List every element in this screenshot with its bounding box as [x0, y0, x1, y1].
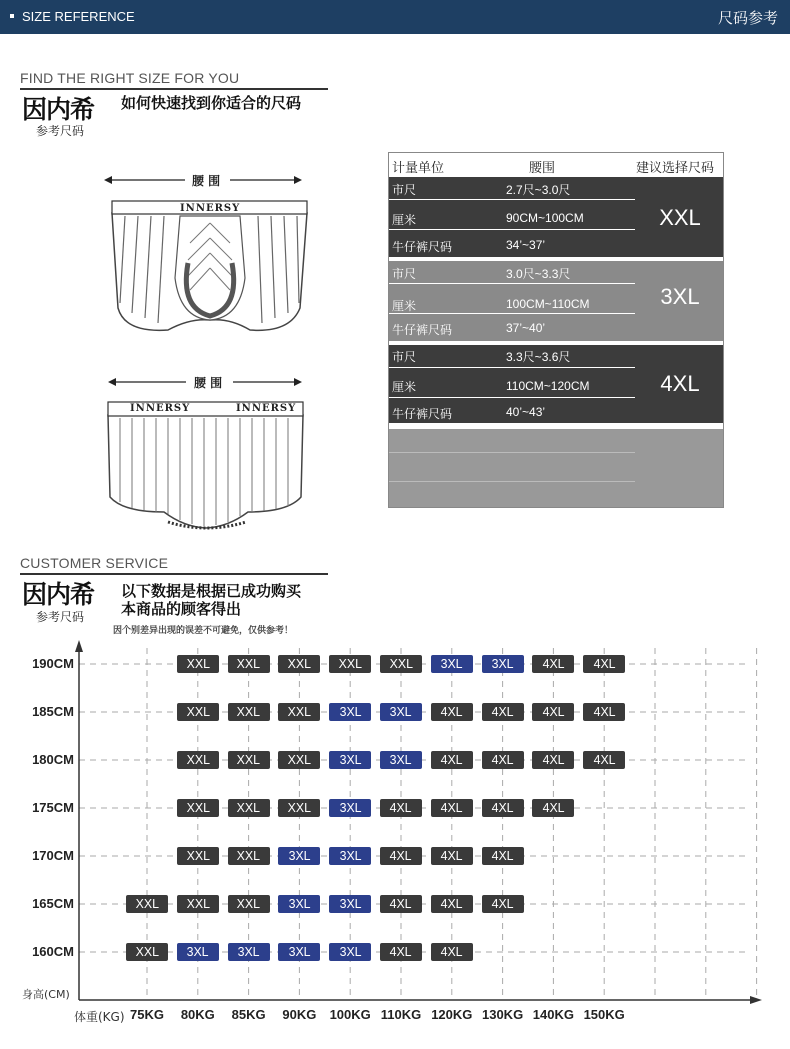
unit-cell: 牛仔裤尺码 — [392, 240, 453, 254]
size-badge-label: XXL — [389, 656, 413, 671]
value-cell: 34’~37’ — [506, 238, 546, 252]
size-badge-label: 3XL — [339, 944, 362, 959]
size-badge — [228, 895, 270, 913]
size-badge — [329, 751, 371, 769]
size-badge-label: 3XL — [339, 896, 362, 911]
size-badge-label: XXL — [135, 896, 159, 911]
section1-title: FIND THE RIGHT SIZE FOR YOU — [20, 70, 240, 86]
size-reference-cn-label: 尺码参考 — [717, 9, 778, 27]
size-badge — [532, 751, 574, 769]
y-tick-label: 165CM — [32, 896, 74, 911]
size-badge-label: 3XL — [390, 704, 412, 719]
size-badge — [482, 703, 524, 721]
size-badge — [482, 751, 524, 769]
section1-headline: 如何快速找到你适合的尺码 — [121, 94, 302, 112]
x-tick-label: 150KG — [583, 1007, 625, 1022]
size-badge — [228, 847, 270, 865]
section2-headline-1: 以下数据是根据已成功购买 — [121, 582, 302, 600]
value-cell: 2.7尺~3.0尺 — [506, 183, 571, 197]
y-tick-label: 175CM — [32, 800, 74, 815]
size-badge — [278, 703, 320, 721]
size-badge-label: 3XL — [339, 848, 362, 863]
size-badge-label: 4XL — [491, 752, 514, 767]
size-badge — [532, 655, 574, 673]
size-badge-label: 4XL — [542, 704, 565, 719]
unit-cell: 市尺 — [392, 267, 417, 281]
size-badge — [177, 799, 219, 817]
waist-label-2: 腰 围 — [188, 374, 228, 391]
unit-cell: 厘米 — [392, 213, 417, 227]
size-3xl: 3XL — [660, 284, 700, 309]
unit-cell: 市尺 — [392, 350, 417, 364]
size-badge — [482, 895, 524, 913]
size-badge — [380, 943, 422, 961]
size-badge-label: 4XL — [593, 656, 616, 671]
size-badge — [431, 799, 473, 817]
size-badge-label: 3XL — [339, 800, 362, 815]
size-badge-label: 3XL — [288, 848, 311, 863]
section2-title: CUSTOMER SERVICE — [20, 555, 169, 571]
x-tick-label: 120KG — [431, 1007, 473, 1022]
size-badge — [228, 799, 270, 817]
size-badge — [583, 751, 625, 769]
size-badge — [532, 703, 574, 721]
brand-sub: 参考尺码 — [36, 124, 85, 138]
size-badge-label: 3XL — [339, 752, 362, 767]
size-badge — [329, 895, 371, 913]
size-badge-label: 4XL — [542, 752, 565, 767]
size-badge-label: XXL — [236, 656, 261, 671]
section2-headline-2: 本商品的顾客得出 — [121, 600, 242, 618]
unit-cell: 市尺 — [392, 183, 417, 197]
size-badge — [228, 751, 270, 769]
value-cell: 90CM~100CM — [506, 211, 584, 225]
x-axis-arrow-icon — [750, 996, 762, 1004]
size-badge-label: 4XL — [440, 944, 463, 959]
size-badge-label: 3XL — [491, 656, 514, 671]
y-tick-label: 185CM — [32, 704, 74, 719]
size-badge-label: 4XL — [390, 848, 412, 863]
size-badge-label: 3XL — [186, 944, 209, 959]
size-badge-label: 4XL — [440, 848, 463, 863]
size-badge-label: 3XL — [288, 896, 311, 911]
size-badge — [177, 943, 219, 961]
size-badge — [278, 655, 320, 673]
size-badge — [380, 703, 422, 721]
size-badge — [482, 799, 524, 817]
size-badge — [431, 895, 473, 913]
size-badge-label: 4XL — [491, 896, 514, 911]
size-badge — [532, 799, 574, 817]
brand-logo-2: 因内希 — [22, 580, 95, 609]
size-badge — [278, 895, 320, 913]
garment2-logo-left: INNERSY — [130, 403, 191, 414]
size-badge — [126, 943, 168, 961]
unit-cell: 牛仔裤尺码 — [392, 407, 453, 421]
x-axis-label: 体重(KG) — [74, 1010, 125, 1024]
size-badge — [329, 847, 371, 865]
size-badge — [329, 703, 371, 721]
size-badge-label: XXL — [287, 704, 312, 719]
header-unit: 计量单位 — [392, 161, 445, 176]
header-size: 建议选择尺码 — [636, 161, 715, 176]
size-badge-label: XXL — [236, 848, 261, 863]
disclaimer-note: 因个别差异出现的误差不可避免，仅供参考！ — [113, 626, 294, 636]
size-badge-label: 3XL — [390, 752, 412, 767]
size-badge — [329, 799, 371, 817]
size-badge — [126, 895, 168, 913]
size-badge-label: 4XL — [390, 896, 412, 911]
size-badge — [329, 655, 371, 673]
size-badge-label: 4XL — [593, 752, 616, 767]
garment1-logo: INNERSY — [180, 203, 241, 214]
size-badge-label: XXL — [236, 896, 261, 911]
size-badge-label: XXL — [287, 656, 312, 671]
unit-cell: 厘米 — [392, 380, 417, 394]
size-badge-label: XXL — [186, 896, 210, 911]
size-badge-label: 3XL — [440, 656, 463, 671]
x-tick-label: 90KG — [282, 1007, 317, 1022]
value-cell: 100CM~110CM — [506, 297, 590, 311]
size-badge-label: XXL — [186, 752, 210, 767]
size-badge-label: XXL — [186, 800, 210, 815]
size-badge-label: 4XL — [440, 800, 463, 815]
x-tick-label: 75KG — [130, 1007, 164, 1022]
size-badge-label: 4XL — [491, 800, 514, 815]
size-badge-label: XXL — [236, 752, 261, 767]
value-cell: 37’~40’ — [506, 321, 546, 335]
x-tick-label: 140KG — [532, 1007, 574, 1022]
x-tick-label: 100KG — [329, 1007, 371, 1022]
size-badge-label: 3XL — [339, 704, 362, 719]
size-reference-label: SIZE REFERENCE — [22, 9, 135, 24]
value-cell: 40’~43’ — [506, 405, 546, 419]
size-badge-label: 4XL — [491, 848, 514, 863]
garment2-logo-right: INNERSY — [236, 403, 297, 414]
size-badge — [177, 703, 219, 721]
size-badge — [380, 751, 422, 769]
waist-label-1: 腰 围 — [186, 172, 226, 189]
size-badge-label: XXL — [186, 656, 210, 671]
size-badge — [278, 799, 320, 817]
brand-logo: 因内希 — [22, 95, 95, 124]
x-tick-label: 85KG — [231, 1007, 266, 1022]
size-xxl: XXL — [659, 205, 701, 230]
size-badge — [228, 655, 270, 673]
size-badge-label: 4XL — [390, 944, 412, 959]
size-badge-label: 4XL — [593, 704, 616, 719]
size-badge-label: 4XL — [440, 704, 463, 719]
size-badge-label: XXL — [236, 800, 261, 815]
y-tick-label: 190CM — [32, 656, 74, 671]
size-badge — [228, 703, 270, 721]
size-badge-label: 4XL — [491, 704, 514, 719]
size-badge — [177, 895, 219, 913]
size-badge-label: XXL — [135, 944, 159, 959]
size-badge — [278, 751, 320, 769]
size-badge-label: 3XL — [237, 944, 260, 959]
size-badge — [177, 655, 219, 673]
size-badge — [380, 799, 422, 817]
size-badge-label: 4XL — [542, 656, 565, 671]
y-axis-arrow-icon — [75, 640, 83, 652]
size-badge — [583, 703, 625, 721]
size-badge — [583, 655, 625, 673]
size-badge — [431, 847, 473, 865]
size-badge-label: 4XL — [390, 800, 412, 815]
header-waist: 腰围 — [529, 161, 556, 176]
size-badge-label: XXL — [186, 704, 210, 719]
size-badge-label: 4XL — [542, 800, 565, 815]
size-badge-label: XXL — [236, 704, 261, 719]
size-badge-label: XXL — [287, 800, 312, 815]
size-badge — [431, 703, 473, 721]
brand-sub-2: 参考尺码 — [36, 610, 85, 624]
size-badge — [431, 655, 473, 673]
x-tick-label: 110KG — [380, 1007, 422, 1022]
size-badge — [177, 847, 219, 865]
y-tick-label: 160CM — [32, 944, 74, 959]
size-badge-label: XXL — [186, 848, 210, 863]
size-badge — [482, 847, 524, 865]
unit-cell: 牛仔裤尺码 — [392, 323, 453, 337]
size-badge-label: 4XL — [440, 752, 463, 767]
value-cell: 3.0尺~3.3尺 — [506, 267, 571, 281]
x-tick-label: 80KG — [180, 1007, 215, 1022]
size-badge-label: XXL — [338, 656, 362, 671]
size-badge-label: XXL — [287, 752, 312, 767]
value-cell: 3.3尺~3.6尺 — [506, 350, 571, 364]
size-badge — [431, 943, 473, 961]
size-badge — [380, 655, 422, 673]
size-badge — [431, 751, 473, 769]
y-axis-label: 身高(CM) — [22, 988, 70, 1001]
size-badge — [278, 943, 320, 961]
size-badge — [380, 895, 422, 913]
y-tick-label: 180CM — [32, 752, 74, 767]
value-cell: 110CM~120CM — [506, 379, 590, 393]
size-badge-label: 4XL — [440, 896, 463, 911]
size-badge — [482, 655, 524, 673]
size-badge — [329, 943, 371, 961]
size-badge-label: 3XL — [288, 944, 311, 959]
size-badge — [177, 751, 219, 769]
size-badge — [278, 847, 320, 865]
x-tick-label: 130KG — [481, 1007, 524, 1022]
size-badge — [228, 943, 270, 961]
size-4xl: 4XL — [660, 371, 700, 396]
size-badge — [380, 847, 422, 865]
unit-cell: 厘米 — [392, 299, 417, 313]
y-tick-label: 170CM — [32, 848, 74, 863]
